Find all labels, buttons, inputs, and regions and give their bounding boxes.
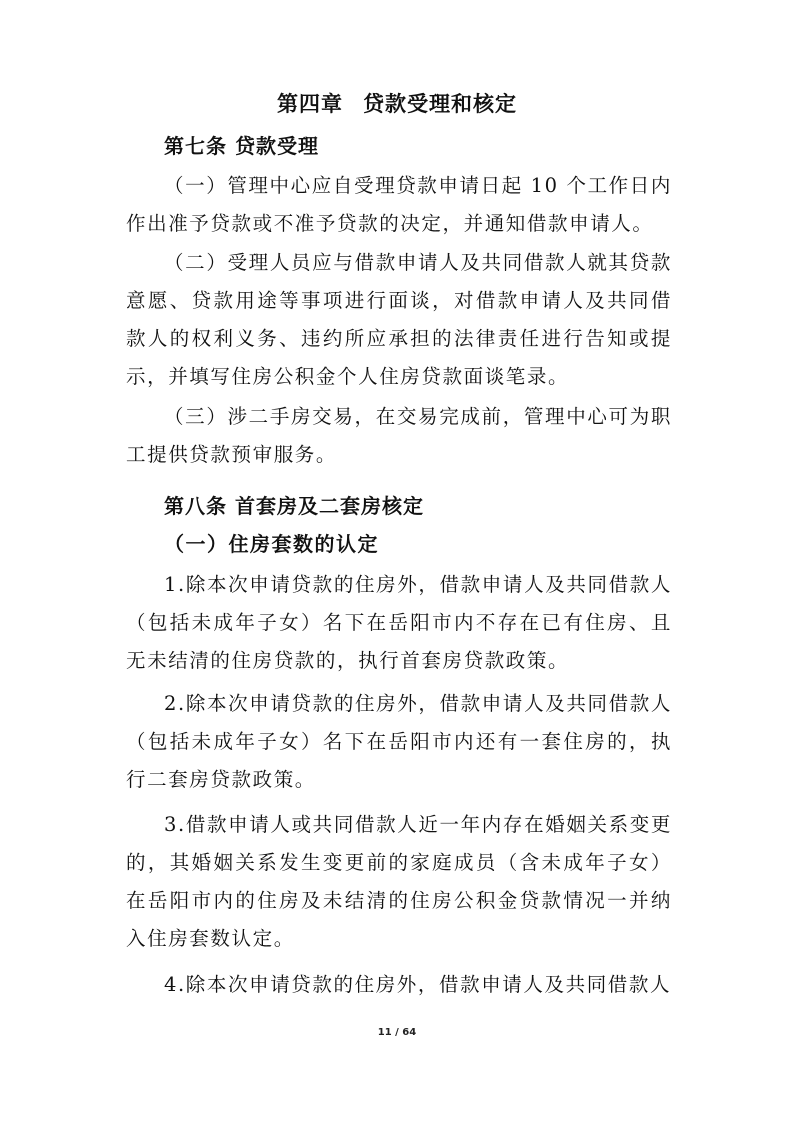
- article-8-item-1: 1.除本次申请贷款的住房外，借款申请人及共同借款人（包括未成年子女）名下在岳阳市内不存在已有住房、且无未结清的住房贷款的，执行首套房贷款政策。: [126, 573, 672, 672]
- chapter-number: 第四章: [277, 91, 343, 116]
- chapter-title: [0, 88, 794, 120]
- article-7-paragraph-3: （三）涉二手房交易，在交易完成前，管理中心可为职工提供贷款预审服务。: [126, 405, 672, 466]
- article-8-item-2: 2.除本次申请贷款的住房外，借款申请人及共同借款人（包括未成年子女）名下在岳阳市内还有一套住房的，执行二套房贷款政策。: [126, 692, 672, 791]
- article-8-item-3: 3.借款申请人或共同借款人近一年内存在婚姻关系变更的，其婚姻关系发生变更前的家庭成员（含未成年子女）在岳阳市内的住房及未结清的住房公积金贷款情况一并纳入住房套数认定。: [126, 813, 672, 950]
- article-7-heading: 第七条 贷款受理: [164, 134, 319, 158]
- chapter-name: 贷款受理和核定: [363, 91, 517, 116]
- article-7-paragraph-1: （一）管理中心应自受理贷款申请日起 10 个工作日内作出准予贷款或不准予贷款的决定，并通知借款申请人。: [126, 174, 672, 235]
- page-number: 11 / 64: [377, 1027, 417, 1038]
- article-8-heading: 第八条 首套房及二套房核定: [164, 494, 424, 518]
- article-8-subheading: （一）住房套数的认定: [164, 532, 379, 556]
- article-8-item-4: 4.除本次申请贷款的住房外，借款申请人及共同借款人: [164, 973, 672, 996]
- article-7-paragraph-2: （二）受理人员应与借款申请人及共同借款人就其贷款意愿、贷款用途等事项进行面谈，对借款申请人及共同借款人的权利义务、违约所应承担的法律责任进行告知或提示，并填写住房公积金个人住房贷款面谈笔录。: [126, 251, 672, 388]
